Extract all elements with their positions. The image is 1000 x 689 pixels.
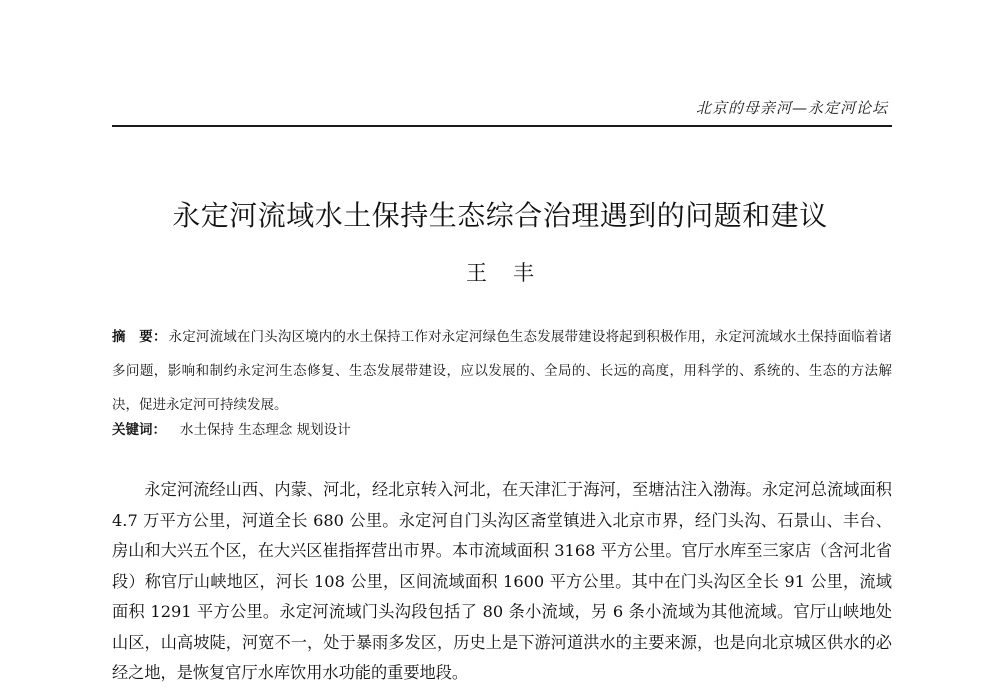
author-name: 王丰 — [466, 261, 560, 285]
body-paragraph: 永定河流经山西、内蒙、河北，经北京转入河北，在天津汇于海河，至塘沽注入渤海。永定河总流域面积 4.7 万平方公里，河道全长 680 公里。永定河自门头沟区斋堂镇进入北京市界，经门头沟、石景山、丰台、房山和大兴五个区，在大兴区崔指挥营出市界。本市流域面积 3168 平方公里。官厅水库至三家店（含河北省段）称官厅山峡地区，河长 108 公里，区间流域面积 1600 平方公里。其中在门头沟区全长 91 公里，流域面积 1291 平方公里。永定河流域门头沟段包括了 80 条小流域，另 6 条小流域为其他流域。官厅山峡地处山区，山高坡陡，河宽不一，处于暴雨多发区，历史上是下游河道洪水的主要来源，也是向北京城区供水的必经之地，是恢复官厅水库饮用水功能的重要地段。 — [112, 480, 892, 682]
running-header: 北京的母亲河—永定河论坛 — [695, 99, 888, 117]
abstract-text: 永定河流域在门头沟区境内的水土保持工作对永定河绿色生态发展带建设将起到积极作用，永定河流域水土保持面临着诸多问题，影响和制约永定河生态修复、生态发展带建设，应以发展的、全局的、长远的高度，用科学的、系统的、生态的方法解决，促进永定河可持续发展。 — [112, 329, 893, 413]
abstract-label: 摘 要： — [112, 329, 167, 345]
keywords — [112, 420, 892, 440]
abstract — [112, 320, 892, 422]
article-title: 永定河流域水土保持生态综合治理遇到的问题和建议 — [172, 199, 828, 232]
keywords-text: 水土保持 生态理念 规划设计 — [180, 422, 351, 438]
keywords-label: 关键词： — [112, 422, 166, 438]
header-rule — [112, 125, 892, 127]
